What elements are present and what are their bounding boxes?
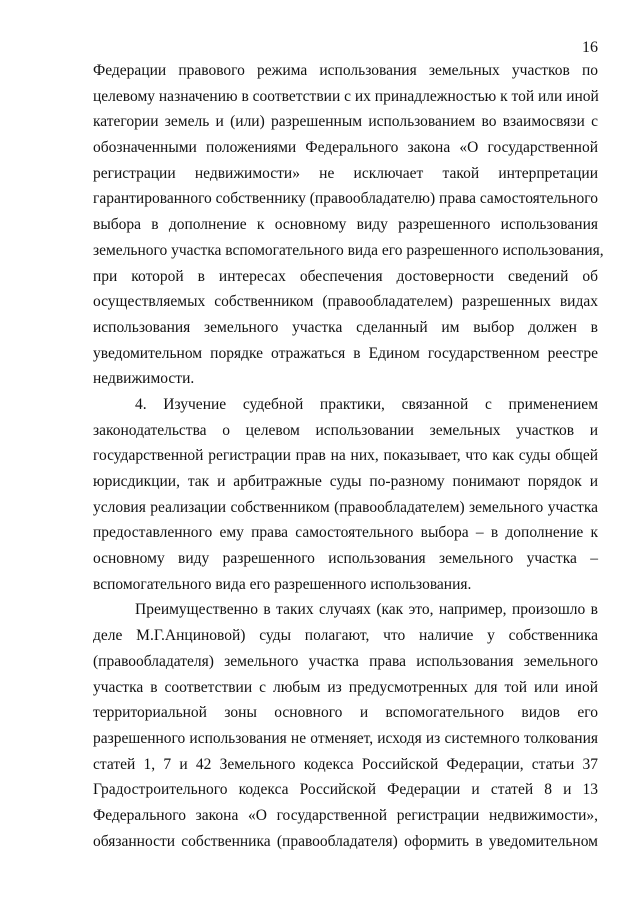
text-line: категории земель и (или) разрешенным использованием во взаимосвязи с [93,113,598,131]
text-line: Градостроительного кодекса Российской Федерации и статей 8 и 13 [93,781,598,799]
text-line: при которой в интересах обеспечения достоверности сведений об [93,267,598,285]
text-line: (правообладателя) земельного участка права использования земельного [93,652,598,670]
text-line: Преимущественно в таких случаях (как это, например, произошло в [135,601,598,619]
text-line: условия реализации собственником (правообладателем) земельного участка [93,498,598,516]
text-line: предоставленного ему права самостоятельного выбора – в дополнение к [93,524,598,542]
text-line: регистрации недвижимости» не исключает такой интерпретации [93,164,598,182]
text-line: недвижимости. [93,370,195,388]
text-line: основному виду разрешенного использования земельного участка – [93,550,598,568]
text-line: обязанности собственника (правообладателя) оформить в уведомительном [93,832,598,850]
text-line: законодательства о целевом использовании земельных участков и [93,421,598,439]
text-line: уведомительном порядке отражаться в Едином государственном реестре [93,344,598,362]
text-line: гарантированного собственнику (правообладателю) права самостоятельного [93,190,598,208]
text-line: обозначенными положениями Федерального закона «О государственной [93,139,598,157]
text-line: государственной регистрации прав на них, показывает, что как суды общей [93,447,598,465]
text-line: земельного участка вспомогательного вида его разрешенного использования, [93,241,604,259]
document-body [93,58,604,854]
page-number: 16 [582,39,598,56]
text-line: статей 1, 7 и 42 Земельного кодекса Российской Федерации, статьи 37 [93,755,598,773]
text-line: выбора в дополнение к основному виду разрешенного использования [93,216,598,234]
text-line: деле М.Г.Анциновой) суды полагают, что наличие у собственника [93,627,598,645]
text-line: использования земельного участка сделанный им выбор должен в [93,318,598,336]
text-line: разрешенного использования не отменяет, исходя из системного толкования [93,729,598,747]
paragraph-continuation [93,58,604,392]
text-line: осуществляемых собственником (правообладателем) разрешенных видах [93,293,598,311]
text-line: вспомогательного вида его разрешенного использования. [93,575,472,593]
text-line: целевому назначению в соответствии с их принадлежностью к той или иной [93,87,599,105]
text-line: Федерации правового режима использования земельных участков по [93,62,598,79]
text-line: 4. Изучение судебной практики, связанной с применением [135,395,598,413]
text-line: Федерального закона «О государственной регистрации недвижимости», [93,806,598,824]
paragraph-court-practice [93,597,598,854]
text-line: участка в соответствии с любым из предусмотренных для той или иной [93,678,598,696]
text-line: территориальной зоны основного и вспомогательного видов его [93,704,598,722]
paragraph-item-4 [93,392,598,598]
text-line: юрисдикции, так и арбитражные суды по-разному понимают порядок и [93,473,598,490]
